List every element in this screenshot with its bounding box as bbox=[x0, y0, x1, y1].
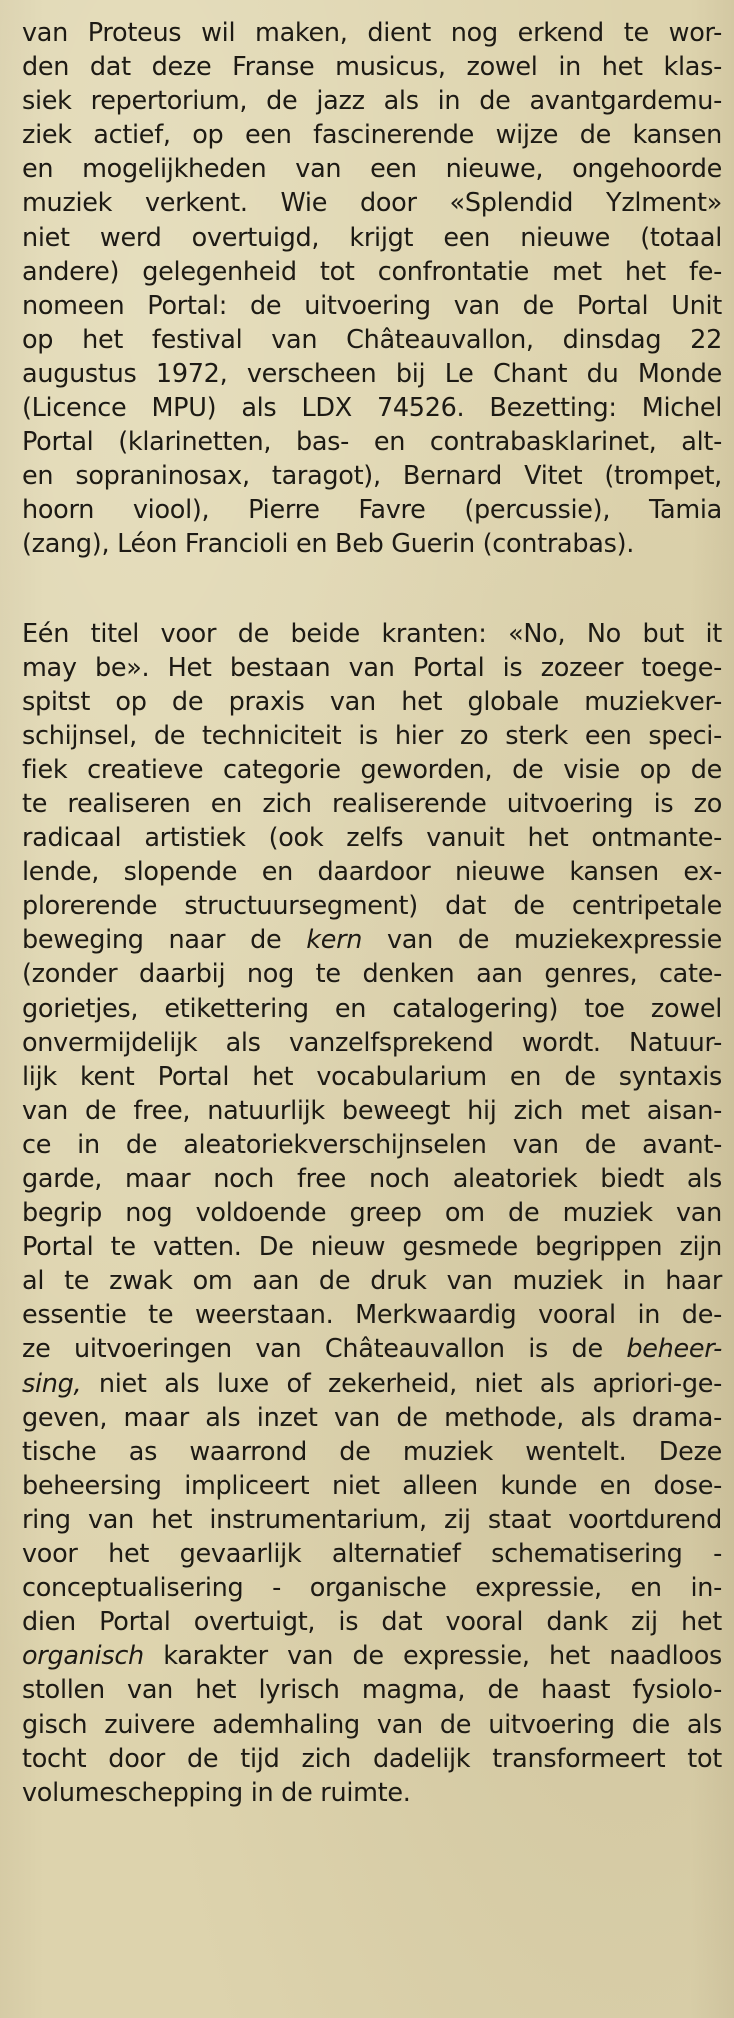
text-line bbox=[22, 1230, 722, 1264]
text-segment: en sopraninosax, taragot), Bernard Vitet (trompet, bbox=[22, 461, 722, 492]
text-line bbox=[22, 391, 722, 425]
text-line bbox=[22, 357, 722, 391]
text-line bbox=[22, 923, 722, 957]
text-segment: siek repertorium, de jazz als in de avantgardemu- bbox=[22, 86, 722, 117]
italic-text: sing, bbox=[22, 1368, 82, 1399]
text-line bbox=[22, 1128, 722, 1162]
text-segment: dien Portal overtuigt, is dat vooral dank zij het bbox=[22, 1607, 722, 1638]
article-paragraph bbox=[22, 16, 722, 562]
text-segment: (zonder daarbij nog te denken aan genres, cate- bbox=[22, 959, 722, 990]
text-segment: geven, maar als inzet van de methode, als drama- bbox=[22, 1402, 722, 1433]
text-segment: fiek creatieve categorie geworden, de visie op de bbox=[22, 754, 722, 785]
text-segment: karakter van de expressie, het naadloos bbox=[143, 1641, 722, 1672]
text-segment: Portal te vatten. De nieuw gesmede begrippen zijn bbox=[22, 1232, 722, 1263]
text-line bbox=[22, 1742, 722, 1776]
text-line bbox=[22, 289, 722, 323]
text-line bbox=[22, 753, 722, 787]
text-line bbox=[22, 719, 722, 753]
text-line bbox=[22, 1708, 722, 1742]
text-segment: augustus 1972, verscheen bij Le Chant du Monde bbox=[22, 358, 722, 389]
text-line bbox=[22, 118, 722, 152]
text-line bbox=[22, 1469, 722, 1503]
text-segment: te realiseren en zich realiserende uitvoering is zo bbox=[22, 788, 722, 819]
text-line bbox=[22, 1571, 722, 1605]
text-line bbox=[22, 651, 722, 685]
text-segment: schijnsel, de techniciteit is hier zo sterk een speci- bbox=[22, 720, 722, 751]
italic-text: organisch bbox=[22, 1641, 144, 1672]
text-segment: en mogelijkheden van een nieuwe, ongehoorde bbox=[22, 154, 722, 185]
text-line bbox=[22, 1094, 722, 1128]
text-segment: garde, maar noch free noch aleatoriek biedt als bbox=[22, 1164, 722, 1194]
text-segment: van de free, natuurlijk beweegt hij zich met aisan- bbox=[22, 1095, 722, 1126]
text-segment: radicaal artistiek (ook zelfs vanuit het ontmante- bbox=[22, 823, 722, 854]
text-segment: stollen van het lyrisch magma, de haast fysiolo- bbox=[22, 1675, 722, 1706]
text-segment: al te zwak om aan de druk van muziek in haar bbox=[22, 1266, 722, 1297]
text-segment: ze uitvoeringen van Châteauvallon is de bbox=[22, 1334, 627, 1365]
text-segment: tocht door de tijd zich dadelijk transformeert tot bbox=[22, 1743, 722, 1774]
text-line bbox=[22, 855, 722, 889]
text-segment: may be». Het bestaan van Portal is zozeer toege- bbox=[22, 652, 722, 683]
text-line bbox=[22, 1401, 722, 1435]
text-line bbox=[22, 1776, 722, 1810]
text-segment: onvermijdelijk als vanzelfsprekend wordt. Natuur- bbox=[22, 1027, 722, 1058]
text-line bbox=[22, 1060, 722, 1094]
text-line bbox=[22, 617, 722, 651]
text-line bbox=[22, 459, 722, 493]
text-segment: Portal (klarinetten, bas- en contrabasklarinet, alt- bbox=[22, 427, 722, 458]
text-line bbox=[22, 1162, 722, 1196]
text-segment: begrip nog voldoende greep om de muziek van bbox=[22, 1198, 722, 1229]
text-segment: nomeen Portal: de uitvoering van de Portal Unit bbox=[22, 290, 722, 321]
text-line bbox=[22, 84, 722, 118]
text-line bbox=[22, 425, 722, 459]
text-segment: voor het gevaarlijk alternatief schematisering - bbox=[22, 1539, 722, 1570]
text-line bbox=[22, 527, 722, 561]
text-line bbox=[22, 1673, 722, 1707]
text-segment: Eén titel voor de beide kranten: «No, No but it bbox=[22, 618, 722, 649]
text-segment: ring van het instrumentarium, zij staat voortdurend bbox=[22, 1504, 722, 1535]
text-line bbox=[22, 493, 722, 527]
text-line bbox=[22, 889, 722, 923]
text-segment: gisch zuivere ademhaling van de uitvoering die als bbox=[22, 1709, 722, 1740]
text-segment: lijk kent Portal het vocabularium en de syntaxis bbox=[22, 1061, 722, 1092]
text-segment: volumeschepping in de ruimte. bbox=[22, 1777, 411, 1808]
text-line bbox=[22, 152, 722, 186]
text-line bbox=[22, 787, 722, 821]
text-segment: niet werd overtuigd, krijgt een nieuwe (totaal bbox=[22, 222, 722, 253]
article-column bbox=[22, 16, 722, 1810]
text-segment: (Licence MPU) als LDX 74526. Bezetting: Michel bbox=[22, 393, 722, 424]
text-segment: van Proteus wil maken, dient nog erkend te wor- bbox=[22, 18, 722, 48]
text-line bbox=[22, 186, 722, 220]
text-segment: muziek verkent. Wie door «Splendid Yzlment» bbox=[22, 188, 722, 219]
text-segment: ziek actief, op een fascinerende wijze de kansen bbox=[22, 120, 722, 151]
text-segment: spitst op de praxis van het globale muziekver- bbox=[22, 686, 722, 717]
text-segment: hoorn viool), Pierre Favre (percussie), Tamia bbox=[22, 495, 722, 526]
text-line bbox=[22, 821, 722, 855]
text-segment: niet als luxe of zekerheid, niet als apriori-ge- bbox=[81, 1368, 722, 1399]
text-line bbox=[22, 1332, 722, 1366]
text-segment: tische as waarrond de muziek wentelt. Deze bbox=[22, 1436, 722, 1467]
text-line bbox=[22, 1367, 722, 1401]
text-line bbox=[22, 1639, 722, 1673]
text-line bbox=[22, 323, 722, 357]
text-segment: essentie te weerstaan. Merkwaardig vooral in de- bbox=[22, 1300, 722, 1331]
text-segment: van de muziekexpressie bbox=[362, 925, 722, 956]
text-line bbox=[22, 16, 722, 50]
text-line bbox=[22, 992, 722, 1026]
text-segment: op het festival van Châteauvallon, dinsdag 22 bbox=[22, 324, 722, 355]
text-line bbox=[22, 685, 722, 719]
text-line bbox=[22, 1196, 722, 1230]
italic-text: beheer- bbox=[626, 1334, 722, 1365]
text-segment: (zang), Léon Francioli en Beb Guerin (contrabas). bbox=[22, 529, 635, 560]
text-line bbox=[22, 1605, 722, 1639]
text-segment: beheersing impliceert niet alleen kunde en dose- bbox=[22, 1470, 722, 1501]
text-segment: gorietjes, etikettering en catalogering) toe zowel bbox=[22, 993, 722, 1024]
paragraph-gap bbox=[22, 562, 722, 617]
text-segment: beweging naar de bbox=[22, 925, 307, 956]
text-segment: ce in de aleatoriekverschijnselen van de avant- bbox=[22, 1129, 722, 1160]
text-segment: conceptualisering - organische expressie, en in- bbox=[22, 1573, 722, 1604]
text-line bbox=[22, 1537, 722, 1571]
text-segment: den dat deze Franse musicus, zowel in het klas- bbox=[22, 52, 722, 83]
text-line bbox=[22, 1435, 722, 1469]
text-line bbox=[22, 1264, 722, 1298]
italic-text: kern bbox=[306, 925, 363, 956]
text-segment: plorerende structuursegment) dat de centripetale bbox=[22, 891, 722, 922]
text-line bbox=[22, 1503, 722, 1537]
text-line bbox=[22, 221, 722, 255]
text-line bbox=[22, 255, 722, 289]
text-line bbox=[22, 1298, 722, 1332]
article-paragraph bbox=[22, 617, 722, 1810]
text-segment: andere) gelegenheid tot confrontatie met het fe- bbox=[22, 256, 722, 287]
text-line bbox=[22, 1026, 722, 1060]
text-line bbox=[22, 50, 722, 84]
text-line bbox=[22, 957, 722, 991]
text-segment: lende, slopende en daardoor nieuwe kansen ex- bbox=[22, 857, 722, 888]
